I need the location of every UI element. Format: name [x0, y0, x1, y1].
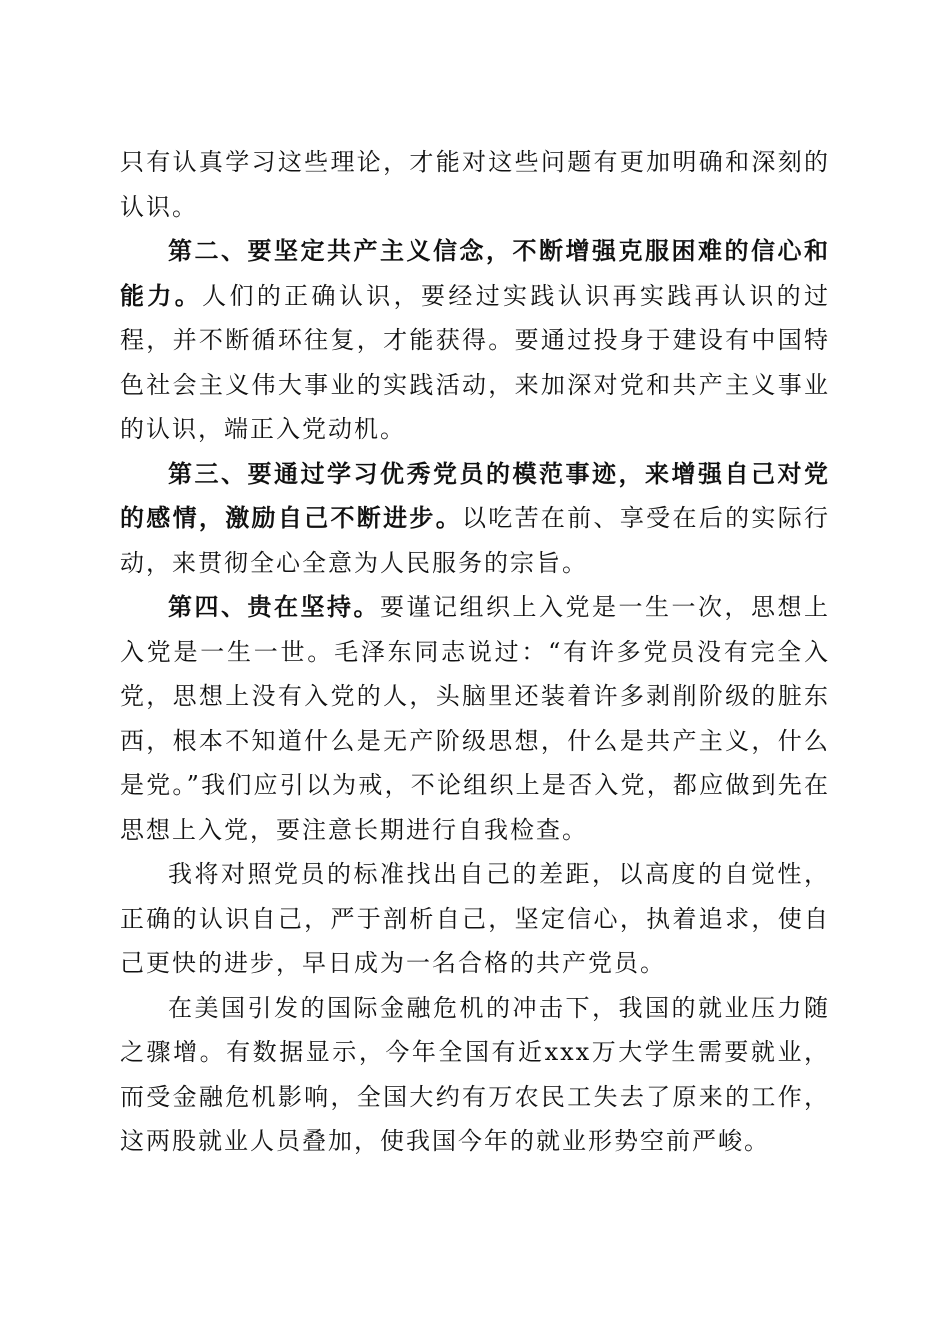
paragraph-3-text: 以吃苦在前、享受在后的实际行动，来贯彻全心全意为人民服务的宗旨。 [120, 504, 830, 577]
paragraph-5-text: 我将对照党员的标准找出自己的差距，以高度的自觉性，正确的认识自己，严于剖析自己，坚定信心，执着追求，使自己更快的进步，早日成为一名合格的共产党员。 [120, 860, 830, 977]
paragraph-4-lead: 第四、贵在坚持。 [168, 592, 380, 621]
paragraph-6 [120, 986, 830, 1164]
paragraph-3 [120, 452, 830, 586]
paragraph-2 [120, 229, 830, 452]
paragraph-4-text: 要谨记组织上入党是一生一次，思想上入党是一生一世。毛泽东同志说过：“有许多党员没有完全入党，思想上没有入党的人，头脑里还装着许多剥削阶级的脏东西，根本不知道什么是无产阶级思想，什么是共产主义，什么是党。”我们应引以为戒，不论组织上是否入党，都应做到先在思想上入党，要注意长期进行自我检查。 [120, 593, 830, 844]
paragraph-1 [120, 140, 830, 229]
paragraph-5 [120, 852, 830, 986]
paragraph-2-lead: 第二、要坚定共产主义信念，不断增强克服困难的信心和能力。 [120, 236, 830, 310]
document-body [120, 140, 830, 1164]
paragraph-3-lead: 第三、要通过学习优秀党员的模范事迹，来增强自己对党的感情，激励自己不断进步。 [120, 458, 830, 532]
paragraph-1-text: 只有认真学习这些理论，才能对这些问题有更加明确和深刻的认识。 [120, 148, 830, 221]
paragraph-2-text: 人们的正确认识，要经过实践认识再实践再认识的过程，并不断循环往复，才能获得。要通过投身于建设有中国特色社会主义伟大事业的实践活动，来加深对党和共产主义事业的认识，端正入党动机。 [120, 281, 831, 443]
paragraph-4 [120, 585, 830, 852]
paragraph-6-text: 在美国引发的国际金融危机的冲击下，我国的就业压力随之骤增。有数据显示，今年全国有近xxx万大学生需要就业，而受金融危机影响，全国大约有万农民工失去了原来的工作，这两股就业人员叠加，使我国今年的就业形势空前严峻。 [120, 993, 830, 1155]
